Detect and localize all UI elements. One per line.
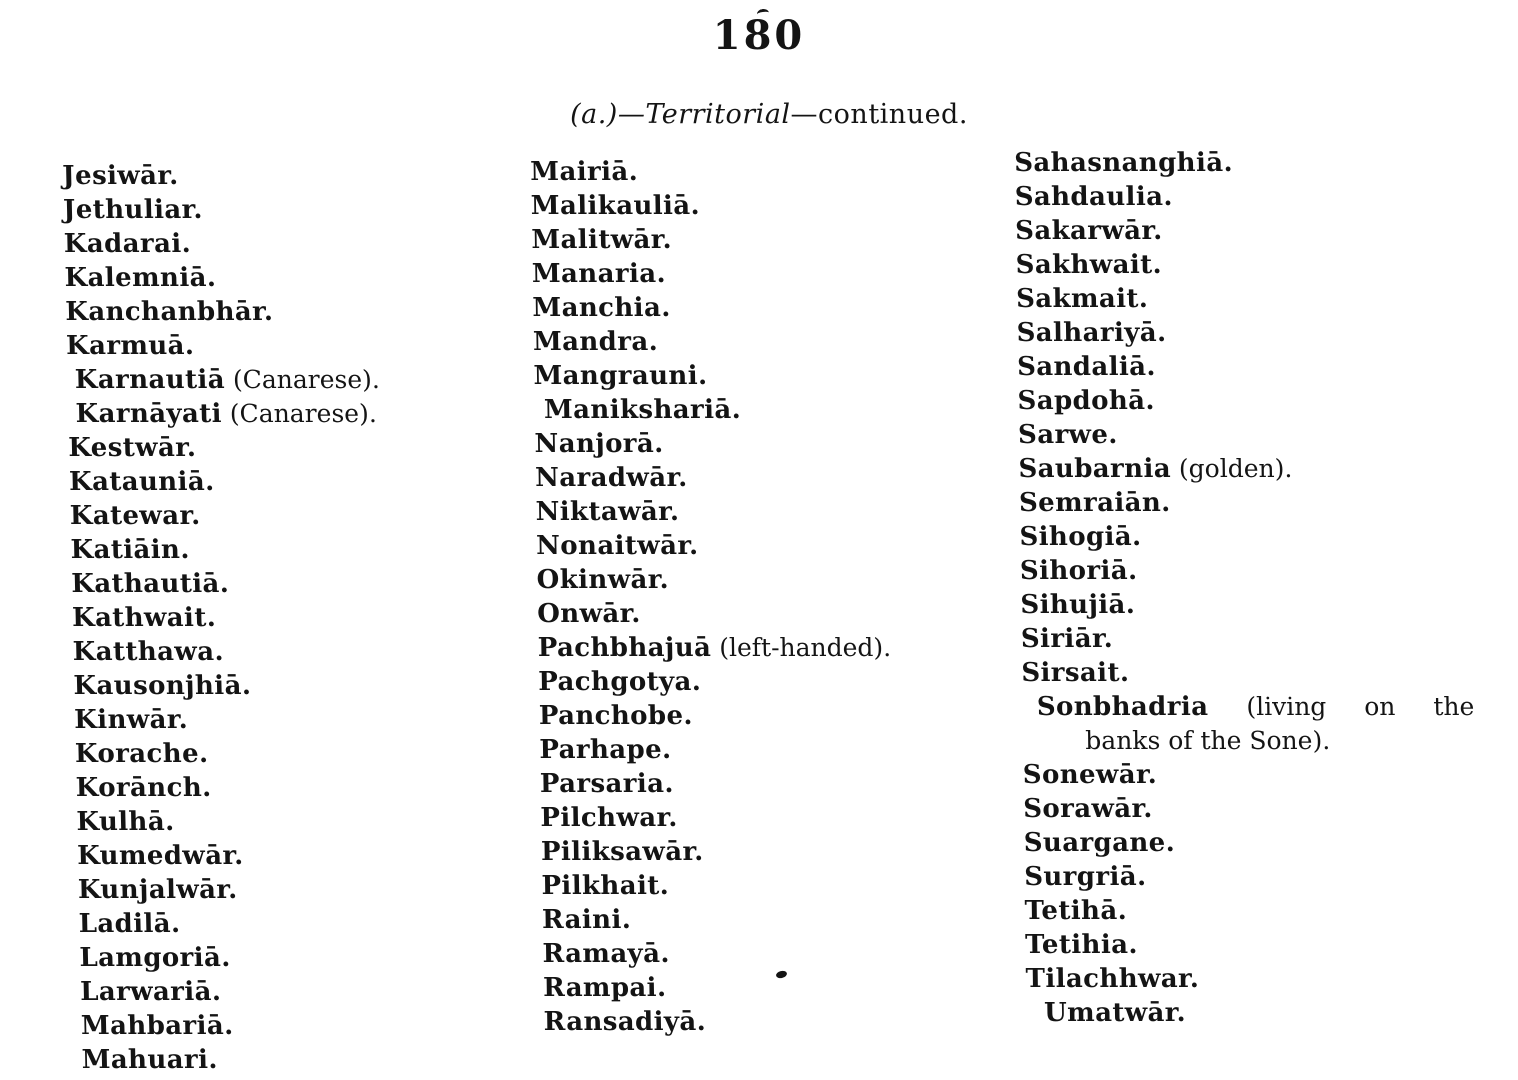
entry-name: Karnautiā: [74, 365, 226, 395]
entry-name: Sahdaulia.: [1014, 182, 1174, 212]
list-item: [63, 227, 532, 261]
list-item: [1023, 792, 1505, 826]
entry-name: Okinwār.: [536, 565, 670, 595]
entry-name: Sonbhadria: [1036, 692, 1209, 722]
entry-name: Sorawār.: [1023, 794, 1153, 824]
entry-name: Piliksawār.: [540, 837, 704, 867]
entry-name: Jethuliar.: [62, 195, 204, 225]
list-item: [74, 703, 543, 737]
entry-name: Katewar.: [69, 501, 201, 531]
entry-name: Sakarwār.: [1014, 216, 1163, 246]
list-item: [74, 363, 535, 397]
list-item: [72, 601, 541, 635]
entry-name: Karnāyati: [75, 399, 223, 429]
entry-name: Karmuā.: [65, 331, 195, 361]
entry-name: Pilchwar.: [540, 803, 678, 833]
entry-name: Niktawār.: [535, 497, 680, 527]
entry-name: Kausonjhiā.: [73, 671, 252, 701]
list-item: [541, 869, 1024, 903]
entry-name: Parsaria.: [539, 769, 675, 799]
list-item: [539, 733, 1022, 767]
section-heading-continued: —continued.: [790, 99, 968, 130]
list-item: [532, 257, 1015, 291]
entry-note: (Canarese).: [221, 399, 378, 428]
entry-name: Mandra.: [532, 327, 659, 357]
list-item: [69, 465, 538, 499]
entry-name: Pachbhajuā: [537, 633, 712, 663]
entry-name: Manaria.: [531, 259, 667, 289]
list-item: [536, 529, 1019, 563]
entry-name: Ladilā.: [78, 909, 181, 939]
entry-name: Mahuari.: [81, 1045, 219, 1075]
list-item: [68, 431, 537, 465]
list-item: [1019, 520, 1501, 554]
list-item: [73, 669, 542, 703]
entry-name: Sihoriā.: [1019, 556, 1138, 586]
list-item: [1017, 384, 1499, 418]
list-item: [540, 767, 1023, 801]
entry-name: Onwār.: [536, 599, 641, 629]
entry-name: Kadarai.: [63, 229, 192, 259]
list-item: [69, 499, 538, 533]
list-item: [65, 295, 534, 329]
list-item: [537, 631, 1020, 665]
list-item: [532, 291, 1015, 325]
entry-name: Semraiān.: [1018, 488, 1171, 518]
entry-name: Mairiā.: [530, 157, 639, 187]
entry-name: Raini.: [541, 905, 632, 935]
entry-name: Panchobe.: [538, 701, 694, 731]
entry-name: Kinwār.: [73, 705, 189, 735]
list-item: [62, 159, 531, 193]
entry-name: Sihogiā.: [1019, 522, 1142, 552]
entry-name: Ransadiyā.: [543, 1007, 707, 1037]
entry-name: Kathwait.: [71, 603, 217, 633]
entry-name: Larwariā.: [79, 977, 222, 1007]
entry-name: Kulhā.: [76, 807, 175, 837]
entry-name: Jesiwār.: [62, 161, 179, 191]
entry-name: Mahbariā.: [80, 1011, 234, 1041]
list-item: [538, 665, 1021, 699]
entry-name: Kestwār.: [67, 433, 197, 463]
list-item: [79, 941, 548, 975]
list-item: [81, 1043, 550, 1077]
list-item: [1016, 316, 1498, 350]
list-item: [531, 223, 1014, 257]
list-item: [1025, 928, 1507, 962]
list-item: [1024, 860, 1506, 894]
entry-name: Sandaliā.: [1016, 352, 1157, 382]
entry-note: (left-handed).: [711, 633, 892, 662]
entry-note: (golden).: [1170, 454, 1293, 483]
section-heading: [10, 99, 1518, 130]
entry-name: Umatwār.: [1043, 998, 1187, 1028]
entry-name: Surgriā.: [1023, 862, 1147, 892]
entry-name: Malikauliā.: [530, 191, 701, 221]
entry-name: Malitwār.: [531, 225, 673, 255]
entry-name: Naradwār.: [534, 463, 688, 493]
list-item: [531, 189, 1014, 223]
entry-name: Sakmait.: [1015, 284, 1149, 314]
list-item: [76, 805, 545, 839]
entry-name: Parhape.: [539, 735, 672, 765]
entry-name: Kanchanbhār.: [65, 297, 274, 327]
list-item: [66, 329, 535, 363]
list-item: [1015, 248, 1497, 282]
entry-name: Ramayā.: [542, 939, 671, 969]
entry-name: Katthawa.: [72, 637, 225, 667]
list-item: [530, 155, 1013, 189]
entry-name: Sirsait.: [1021, 658, 1130, 688]
list-item: [1015, 214, 1497, 248]
entry-name: Kalemniā.: [64, 263, 217, 293]
entry-name: Tilachhwar.: [1025, 964, 1200, 994]
list-item: [539, 699, 1022, 733]
entry-name: Tetihā.: [1024, 896, 1128, 926]
entry-note-line2: banks of the Sone).: [1085, 726, 1331, 755]
entry-name: Sahasnanghiā.: [1014, 148, 1234, 178]
list-item: [1023, 758, 1505, 792]
list-item: [81, 1009, 550, 1043]
list-item: [1024, 894, 1506, 928]
list-item: [1018, 452, 1500, 486]
entry-name: Pilkhait.: [541, 871, 670, 901]
list-item: [533, 359, 1016, 393]
list-item: [536, 563, 1019, 597]
list-item: [535, 495, 1018, 529]
list-item: [75, 737, 544, 771]
entry-name: Sarwe.: [1017, 420, 1118, 450]
entry-name: Kunjalwār.: [77, 875, 238, 905]
list-item: [537, 597, 1020, 631]
list-item: [63, 193, 532, 227]
list-item: [542, 937, 1025, 971]
section-heading-title: (a.)—Territorial: [570, 99, 791, 130]
list-item: [1023, 826, 1505, 860]
list-item: [1020, 554, 1502, 588]
name-list-column-2: [530, 155, 1026, 1039]
list-item: [1020, 588, 1502, 622]
list-item: [1014, 146, 1496, 180]
list-item: [64, 261, 533, 295]
list-item: [77, 839, 546, 873]
list-item: [533, 325, 1016, 359]
list-item: [534, 427, 1017, 461]
entry-name: Korānch.: [75, 773, 212, 803]
list-item: [1019, 486, 1501, 520]
entry-name: Kathautiā.: [70, 569, 230, 599]
entry-name: Katiāin.: [70, 535, 191, 565]
entry-name: Manchia.: [532, 293, 671, 323]
entry-name: Lamgoriā.: [79, 943, 231, 973]
entry-note: (Canarese).: [224, 365, 381, 394]
name-list-column-1: [62, 159, 550, 1077]
list-item: [1018, 418, 1500, 452]
list-item: [78, 907, 547, 941]
entry-name: Sihujiā.: [1020, 590, 1136, 620]
list-item: [70, 533, 539, 567]
list-item: [535, 461, 1018, 495]
entry-name: Salhariyā.: [1016, 318, 1167, 348]
list-item: [75, 397, 536, 431]
entry-name: Suargane.: [1023, 828, 1176, 858]
ink-mark: [756, 8, 769, 19]
list-item: [78, 873, 547, 907]
list-item: [1021, 622, 1503, 656]
entry-name: Kumedwār.: [76, 841, 244, 871]
list-item: [80, 975, 549, 1009]
entry-name: Tetihia.: [1024, 930, 1139, 960]
entry-name: Siriār.: [1020, 624, 1114, 654]
name-list-column-3: [1014, 146, 1508, 1030]
list-item: [1037, 690, 1505, 758]
entry-name: Manikshariā.: [543, 395, 742, 425]
list-item: [1025, 962, 1507, 996]
entry-name: Sakhwait.: [1015, 250, 1163, 280]
entry-name: Nanjorā.: [534, 429, 664, 459]
entry-name: Korache.: [74, 739, 209, 769]
list-item: [540, 801, 1023, 835]
entry-name: Sonewār.: [1022, 760, 1158, 790]
entry-name: Rampai.: [542, 973, 667, 1003]
entry-name: Sapdohā.: [1017, 386, 1156, 416]
list-item: [71, 567, 540, 601]
list-item: [542, 903, 1025, 937]
list-item: [72, 635, 541, 669]
page-number: 180: [712, 12, 806, 59]
entry-name: Mangrauni.: [533, 361, 708, 391]
list-item: [1044, 996, 1508, 1030]
entry-name: Pachgotya.: [538, 667, 702, 697]
list-item: [1016, 282, 1498, 316]
list-item: [541, 835, 1024, 869]
list-item: [75, 771, 544, 805]
list-item: [543, 1005, 1026, 1039]
entry-name: Nonaitwār.: [535, 531, 699, 561]
list-item: [544, 393, 1017, 427]
list-item: [1014, 180, 1496, 214]
entry-name: Katauniā.: [68, 467, 215, 497]
entry-note: (living on the: [1208, 692, 1475, 721]
list-item: [1021, 656, 1503, 690]
list-item: [1017, 350, 1499, 384]
entry-name: Saubarnia: [1018, 454, 1172, 484]
